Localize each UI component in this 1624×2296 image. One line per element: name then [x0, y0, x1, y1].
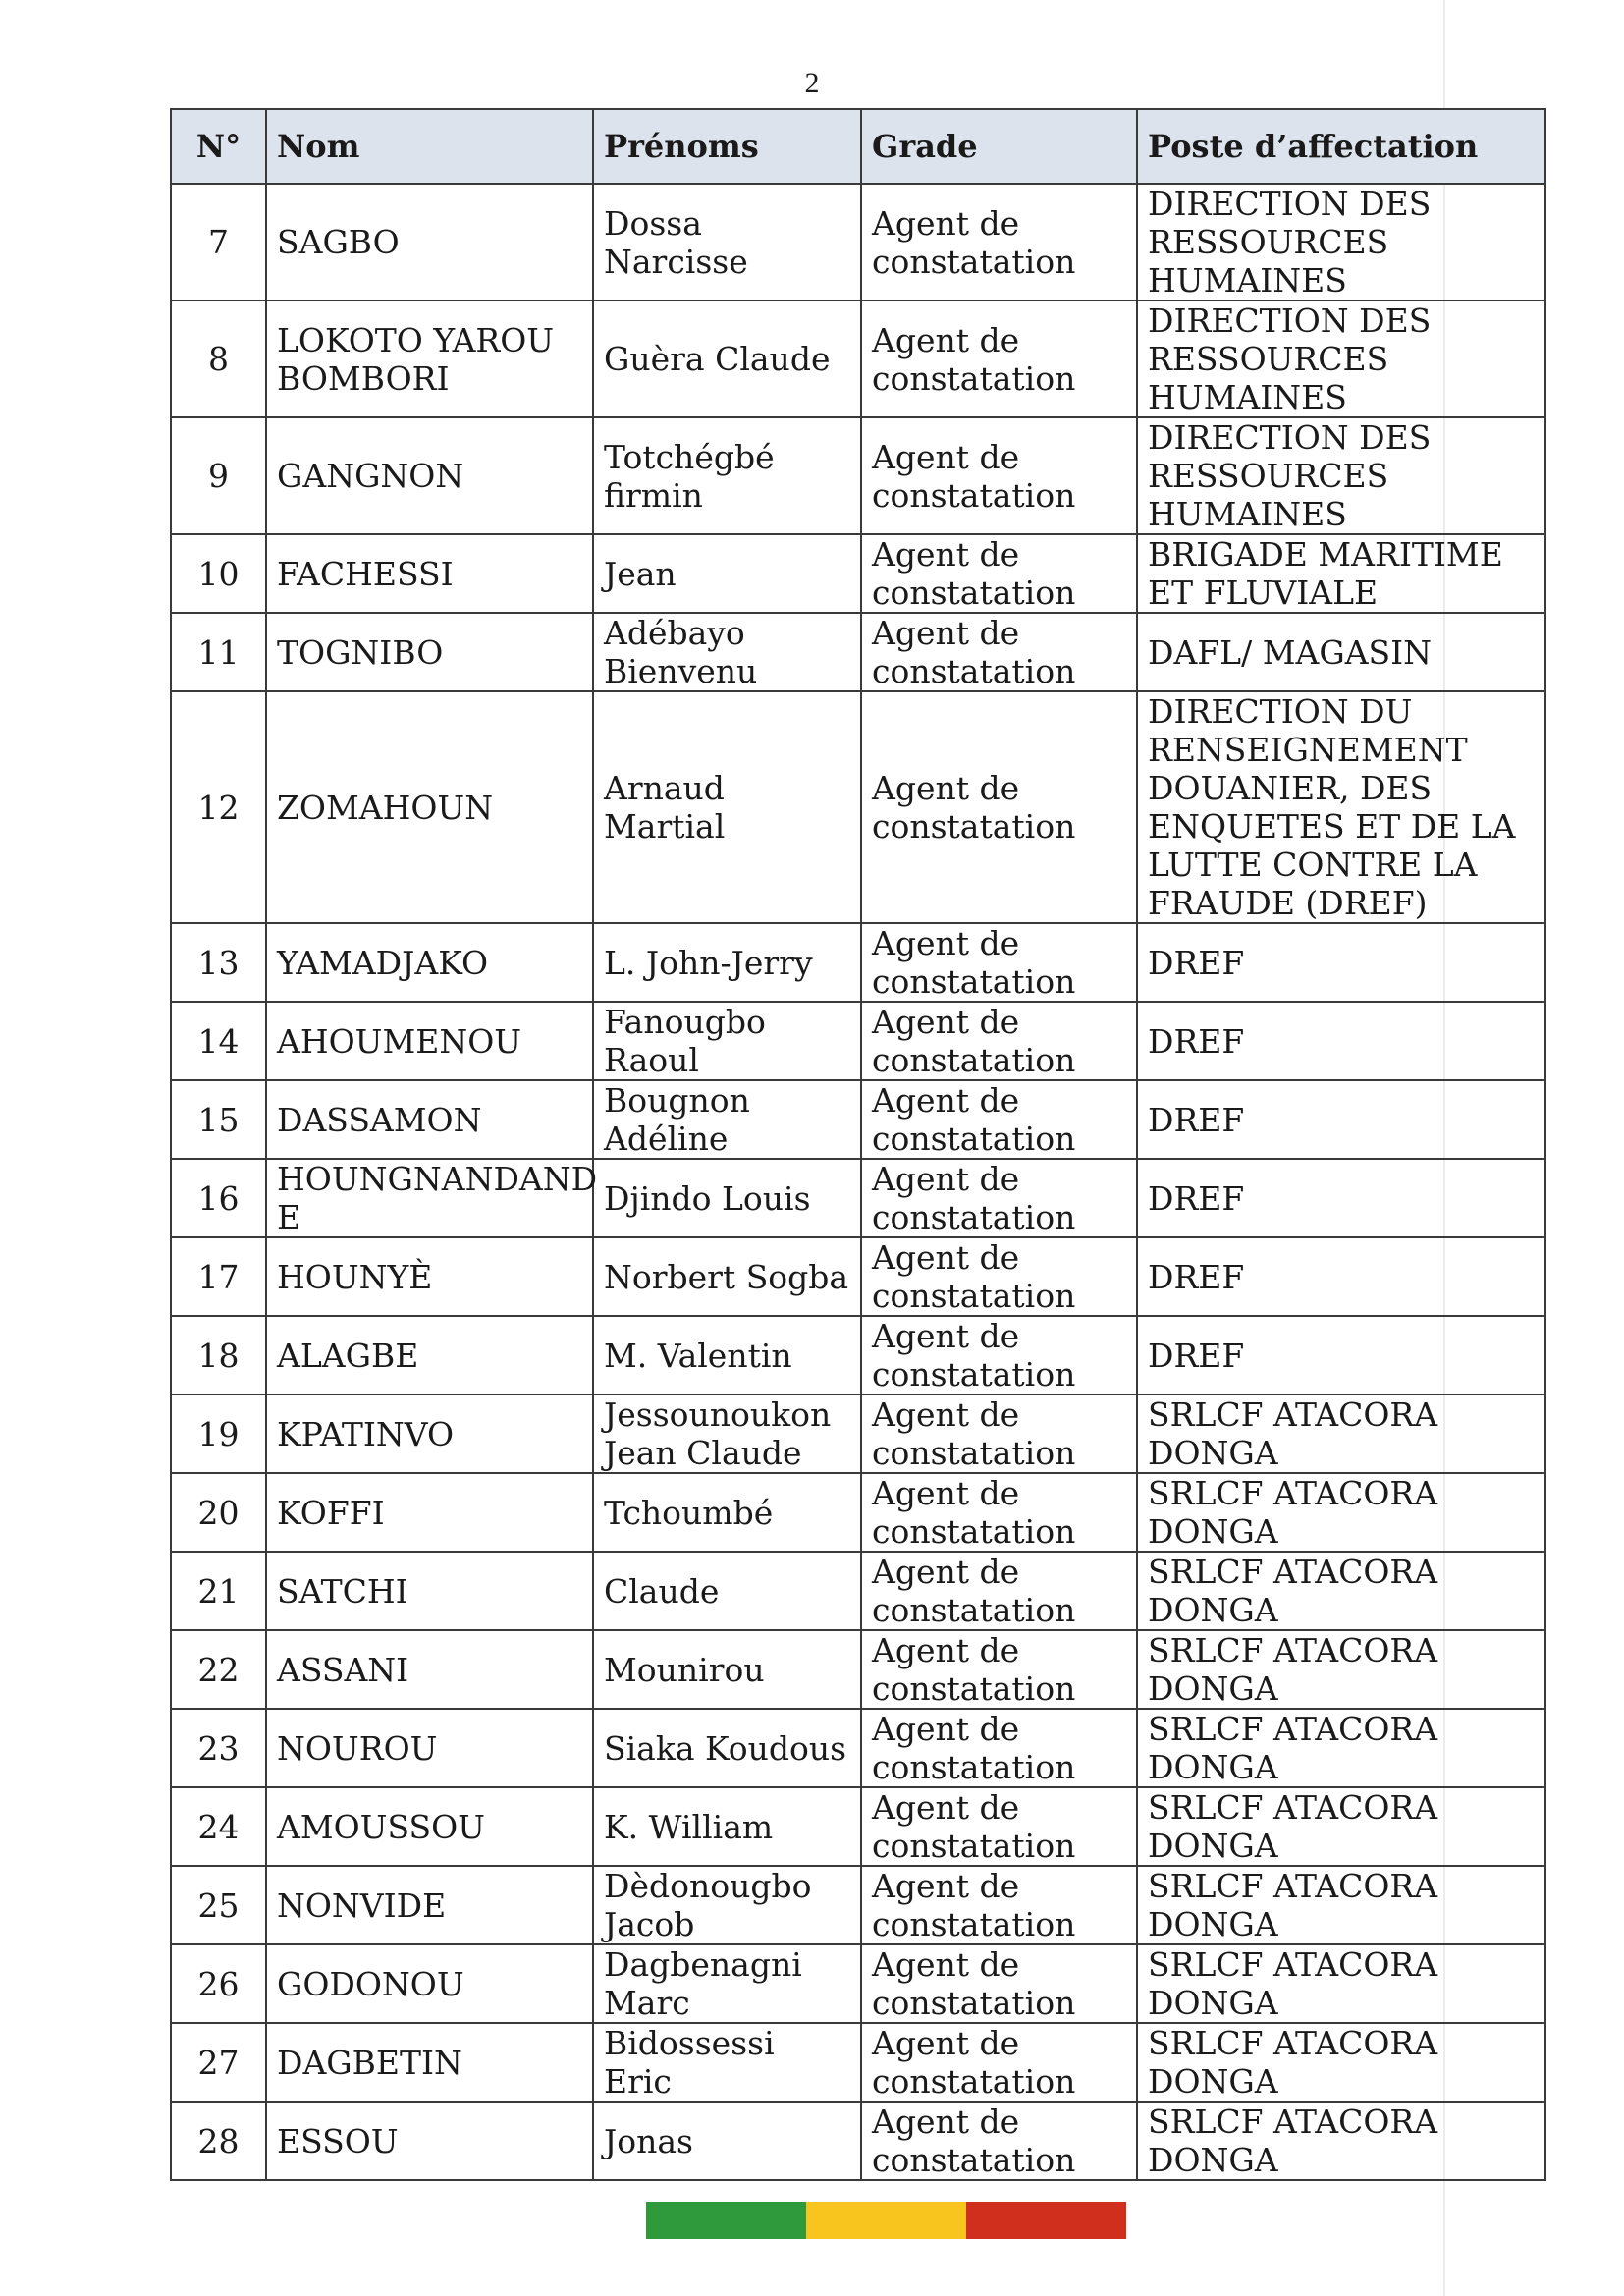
cell-poste: BRIGADE MARITIME ET FLUVIALE — [1137, 534, 1545, 613]
cell-poste: SRLCF ATACORA DONGA — [1137, 2023, 1545, 2102]
cell-poste: SRLCF ATACORA DONGA — [1137, 1552, 1545, 1630]
cell-prenoms: Siaka Koudous — [593, 1709, 861, 1787]
cell-grade: Agent de constatation — [861, 691, 1137, 923]
header-nom: Nom — [266, 109, 593, 184]
cell-num: 14 — [171, 1002, 266, 1080]
cell-poste: DAFL/ MAGASIN — [1137, 613, 1545, 691]
cell-nom: ASSANI — [266, 1630, 593, 1709]
cell-num: 28 — [171, 2102, 266, 2180]
cell-prenoms: Djindo Louis — [593, 1159, 861, 1237]
table-row — [171, 1237, 1545, 1316]
cell-num: 12 — [171, 691, 266, 923]
cell-poste: SRLCF ATACORA DONGA — [1137, 2102, 1545, 2180]
cell-poste: SRLCF ATACORA DONGA — [1137, 1394, 1545, 1473]
header-grade: Grade — [861, 109, 1137, 184]
cell-num: 27 — [171, 2023, 266, 2102]
cell-nom: ALAGBE — [266, 1316, 593, 1394]
cell-grade: Agent de constatation — [861, 1552, 1137, 1630]
cell-prenoms: Dèdonougbo Jacob — [593, 1866, 861, 1944]
cell-grade: Agent de constatation — [861, 2102, 1137, 2180]
cell-grade: Agent de constatation — [861, 1866, 1137, 1944]
table-row — [171, 2023, 1545, 2102]
cell-grade: Agent de constatation — [861, 613, 1137, 691]
table-row — [171, 1630, 1545, 1709]
table-row — [171, 1473, 1545, 1552]
table-row — [171, 1787, 1545, 1866]
table-row — [171, 923, 1545, 1002]
cell-poste: DREF — [1137, 1237, 1545, 1316]
table-row — [171, 1552, 1545, 1630]
cell-poste: SRLCF ATACORA DONGA — [1137, 1473, 1545, 1552]
table-row — [171, 2102, 1545, 2180]
cell-nom: DASSAMON — [266, 1080, 593, 1159]
cell-prenoms: Fanougbo Raoul — [593, 1002, 861, 1080]
cell-prenoms: Jessounoukon Jean Claude — [593, 1394, 861, 1473]
table-row — [171, 417, 1545, 534]
cell-nom: TOGNIBO — [266, 613, 593, 691]
cell-nom: YAMADJAKO — [266, 923, 593, 1002]
cell-nom: FACHESSI — [266, 534, 593, 613]
cell-num: 25 — [171, 1866, 266, 1944]
cell-grade: Agent de constatation — [861, 184, 1137, 301]
cell-prenoms: Arnaud Martial — [593, 691, 861, 923]
cell-prenoms: Dossa Narcisse — [593, 184, 861, 301]
cell-nom: KPATINVO — [266, 1394, 593, 1473]
table-header — [171, 109, 1545, 184]
cell-grade: Agent de constatation — [861, 2023, 1137, 2102]
table-row — [171, 1394, 1545, 1473]
header-prenoms: Prénoms — [593, 109, 861, 184]
cell-grade: Agent de constatation — [861, 1787, 1137, 1866]
table-row — [171, 1316, 1545, 1394]
cell-poste: DIRECTION DES RESSOURCES HUMAINES — [1137, 301, 1545, 417]
cell-prenoms: L. John-Jerry — [593, 923, 861, 1002]
cell-grade: Agent de constatation — [861, 301, 1137, 417]
cell-prenoms: Jean — [593, 534, 861, 613]
cell-num: 22 — [171, 1630, 266, 1709]
cell-num: 26 — [171, 1944, 266, 2023]
personnel-table — [170, 108, 1546, 2181]
cell-poste: DREF — [1137, 1159, 1545, 1237]
cell-prenoms: Norbert Sogba — [593, 1237, 861, 1316]
cell-num: 19 — [171, 1394, 266, 1473]
cell-grade: Agent de constatation — [861, 417, 1137, 534]
cell-nom: GODONOU — [266, 1944, 593, 2023]
cell-nom: AHOUMENOU — [266, 1002, 593, 1080]
cell-grade: Agent de constatation — [861, 1709, 1137, 1787]
cell-num: 11 — [171, 613, 266, 691]
cell-nom: HOUNGNANDAND E — [266, 1159, 593, 1237]
cell-grade: Agent de constatation — [861, 1159, 1137, 1237]
table-row — [171, 1002, 1545, 1080]
header-number: N° — [171, 109, 266, 184]
cell-poste: SRLCF ATACORA DONGA — [1137, 1787, 1545, 1866]
table-row — [171, 1709, 1545, 1787]
header-row — [171, 109, 1545, 184]
cell-nom: HOUNYÈ — [266, 1237, 593, 1316]
cell-grade: Agent de constatation — [861, 1002, 1137, 1080]
cell-nom: NONVIDE — [266, 1866, 593, 1944]
header-poste: Poste d’affectation — [1137, 109, 1545, 184]
cell-grade: Agent de constatation — [861, 1237, 1137, 1316]
table-row — [171, 613, 1545, 691]
cell-nom: LOKOTO YAROU BOMBORI — [266, 301, 593, 417]
cell-prenoms: Bidossessi Eric — [593, 2023, 861, 2102]
table-row — [171, 534, 1545, 613]
cell-prenoms: Dagbenagni Marc — [593, 1944, 861, 2023]
national-flag-band — [646, 2202, 1126, 2239]
cell-prenoms: Claude — [593, 1552, 861, 1630]
cell-nom: ESSOU — [266, 2102, 593, 2180]
table-row — [171, 184, 1545, 301]
cell-poste: DREF — [1137, 1002, 1545, 1080]
cell-prenoms: K. William — [593, 1787, 861, 1866]
cell-num: 9 — [171, 417, 266, 534]
cell-num: 13 — [171, 923, 266, 1002]
cell-nom: SATCHI — [266, 1552, 593, 1630]
cell-prenoms: Jonas — [593, 2102, 861, 2180]
cell-grade: Agent de constatation — [861, 534, 1137, 613]
cell-num: 15 — [171, 1080, 266, 1159]
cell-num: 7 — [171, 184, 266, 301]
cell-poste: SRLCF ATACORA DONGA — [1137, 1709, 1545, 1787]
cell-poste: DIRECTION DES RESSOURCES HUMAINES — [1137, 417, 1545, 534]
cell-grade: Agent de constatation — [861, 1316, 1137, 1394]
table-row — [171, 1944, 1545, 2023]
cell-num: 8 — [171, 301, 266, 417]
cell-poste: DREF — [1137, 923, 1545, 1002]
flag-yellow-stripe — [806, 2202, 966, 2239]
table-body — [171, 184, 1545, 2180]
cell-nom: DAGBETIN — [266, 2023, 593, 2102]
cell-prenoms: Tchoumbé — [593, 1473, 861, 1552]
cell-poste: SRLCF ATACORA DONGA — [1137, 1630, 1545, 1709]
cell-grade: Agent de constatation — [861, 1473, 1137, 1552]
table-row — [171, 691, 1545, 923]
cell-grade: Agent de constatation — [861, 1630, 1137, 1709]
cell-nom: SAGBO — [266, 184, 593, 301]
cell-grade: Agent de constatation — [861, 1944, 1137, 2023]
cell-grade: Agent de constatation — [861, 1080, 1137, 1159]
cell-prenoms: Mounirou — [593, 1630, 861, 1709]
cell-poste: DREF — [1137, 1316, 1545, 1394]
cell-num: 24 — [171, 1787, 266, 1866]
cell-nom: AMOUSSOU — [266, 1787, 593, 1866]
cell-poste: DIRECTION DES RESSOURCES HUMAINES — [1137, 184, 1545, 301]
table-row — [171, 1080, 1545, 1159]
cell-nom: ZOMAHOUN — [266, 691, 593, 923]
cell-nom: NOUROU — [266, 1709, 593, 1787]
cell-nom: GANGNON — [266, 417, 593, 534]
cell-poste: DREF — [1137, 1080, 1545, 1159]
cell-prenoms: M. Valentin — [593, 1316, 861, 1394]
cell-grade: Agent de constatation — [861, 1394, 1137, 1473]
cell-num: 17 — [171, 1237, 266, 1316]
cell-nom: KOFFI — [266, 1473, 593, 1552]
cell-grade: Agent de constatation — [861, 923, 1137, 1002]
cell-prenoms: Adébayo Bienvenu — [593, 613, 861, 691]
cell-prenoms: Guèra Claude — [593, 301, 861, 417]
flag-red-stripe — [966, 2202, 1126, 2239]
cell-num: 18 — [171, 1316, 266, 1394]
cell-num: 23 — [171, 1709, 266, 1787]
cell-poste: SRLCF ATACORA DONGA — [1137, 1866, 1545, 1944]
cell-poste: DIRECTION DU RENSEIGNEMENT DOUANIER, DES ENQUETES ET DE LA LUTTE CONTRE LA FRAUDE (DREF) — [1137, 691, 1545, 923]
table-row — [171, 1159, 1545, 1237]
cell-num: 10 — [171, 534, 266, 613]
cell-poste: SRLCF ATACORA DONGA — [1137, 1944, 1545, 2023]
cell-num: 21 — [171, 1552, 266, 1630]
cell-num: 20 — [171, 1473, 266, 1552]
flag-green-stripe — [646, 2202, 806, 2239]
cell-prenoms: Bougnon Adéline — [593, 1080, 861, 1159]
table-row — [171, 301, 1545, 417]
table-row — [171, 1866, 1545, 1944]
page-number: 2 — [804, 67, 820, 99]
cell-num: 16 — [171, 1159, 266, 1237]
cell-prenoms: Totchégbé firmin — [593, 417, 861, 534]
